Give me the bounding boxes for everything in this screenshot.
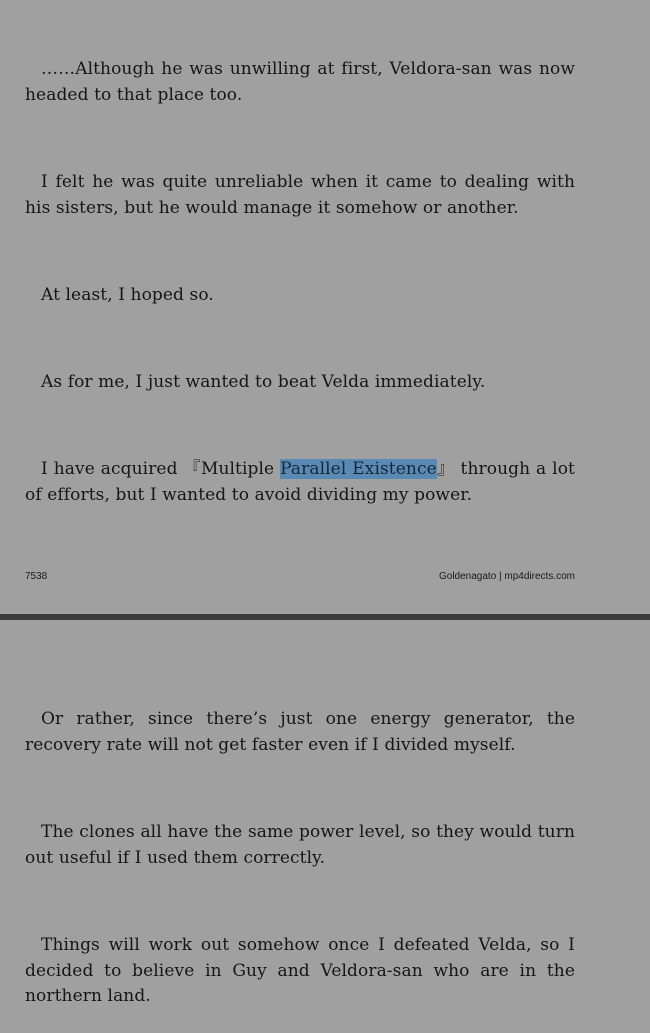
paragraph: I felt he was quite unreliable when it came to dealing with his sisters, but he would manage it somehow or another. xyxy=(25,172,575,218)
paragraph: Or rather, since there’s just one energy generator, the recovery rate will not get faster even if I divided myself. xyxy=(25,709,575,755)
paragraph-text-before: I have acquired 『Multiple xyxy=(41,459,281,479)
paragraph: ……Although he was unwilling at first, Veldora-san was now headed to that place too. xyxy=(25,59,575,105)
paragraph: The clones all have the same power level, so they would turn out useful if I used them correctly. xyxy=(25,822,575,868)
paragraph: As for me, I just wanted to beat Velda immediately. xyxy=(41,372,486,392)
paragraph: Things will work out somehow once I defeated Velda, so I decided to believe in Guy and Veldora-san who are in the northern land. xyxy=(25,935,575,1006)
paragraph-text-after: 』 through a lot of efforts, but I wanted to avoid dividing my power. xyxy=(25,459,575,505)
paragraph-with-highlight[interactable] xyxy=(25,457,575,508)
text-selection-highlight[interactable]: Parallel Existence xyxy=(280,459,437,479)
translator-credit: Goldenagato | mp4directs.com xyxy=(438,571,575,582)
reader-page-bottom xyxy=(0,620,650,1033)
paragraph: At least, I hoped so. xyxy=(41,285,214,305)
page-number: 7538 xyxy=(25,571,48,582)
